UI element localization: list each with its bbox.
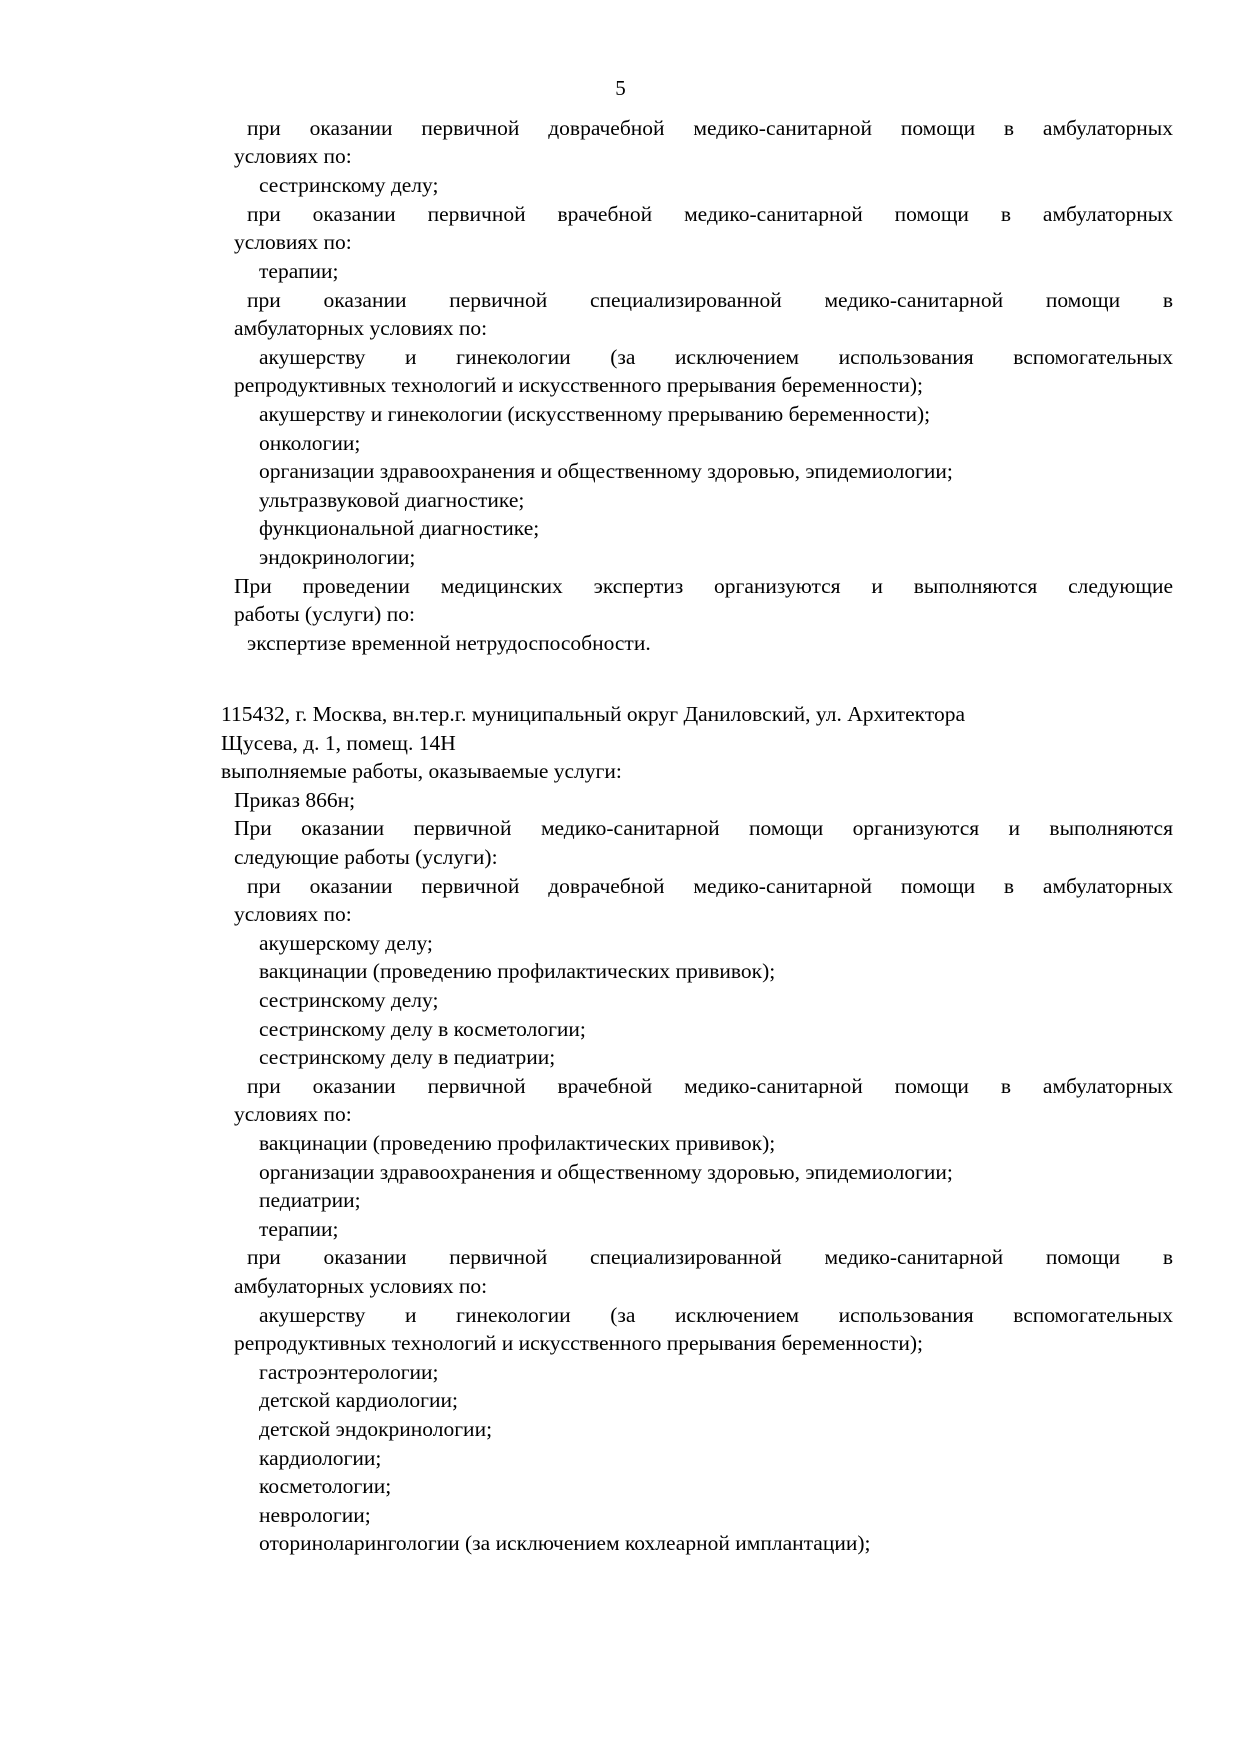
s2-item-child-cardiology: детской кардиологии; — [259, 1388, 458, 1412]
s1-paragraph-prehospital-line1: при оказании первичной доврачебной медико-санитарной помощи в амбулаторных — [247, 116, 1173, 140]
s2-item-child-endocrinology: детской эндокринологии; — [259, 1417, 493, 1441]
s1-item-nursing: сестринскому делу; — [259, 173, 439, 197]
s2-item-gastroenterology: гастроэнтерологии; — [259, 1360, 439, 1384]
s1-item-obgyn-abortion: акушерству и гинекологии (искусственному прерыванию беременности); — [259, 402, 931, 426]
s1-item-oncology: онкологии; — [259, 431, 361, 455]
s1-item-therapy: терапии; — [259, 259, 339, 283]
s1-item-obgyn-line1: акушерству и гинекологии (за исключением использования вспомогательных — [259, 345, 1173, 369]
s1-paragraph-specialized-line2: амбулаторных условиях по: — [234, 316, 488, 340]
s2-address-line2: Щусева, д. 1, помещ. 14Н — [221, 731, 456, 755]
s2-item-therapy: терапии; — [259, 1217, 339, 1241]
s1-paragraph-prehospital-line2: условиях по: — [234, 144, 352, 168]
s2-paragraph-specialized-line2: амбулаторных условиях по: — [234, 1274, 488, 1298]
s1-item-endocrinology: эндокринологии; — [259, 545, 416, 569]
s2-item-neurology: неврологии; — [259, 1503, 371, 1527]
s2-item-nursing-pediatrics: сестринскому делу в педиатрии; — [259, 1045, 556, 1069]
s2-paragraph-physician-line2: условиях по: — [234, 1102, 352, 1126]
s2-item-ent: оториноларингологии (за исключением кохлеарной имплантации); — [259, 1531, 871, 1555]
s2-item-cardiology: кардиологии; — [259, 1446, 382, 1470]
s2-item-midwifery: акушерскому делу; — [259, 931, 433, 955]
s1-paragraph-expertise-line1: При проведении медицинских экспертиз организуются и выполняются следующие — [234, 574, 1173, 598]
s2-item-cosmetology: косметологии; — [259, 1474, 392, 1498]
s2-intro-line1: При оказании первичной медико-санитарной помощи организуются и выполняются — [234, 816, 1173, 840]
s1-item-ultrasound: ультразвуковой диагностике; — [259, 488, 525, 512]
s1-item-expertise: экспертизе временной нетрудоспособности. — [247, 631, 651, 655]
s2-paragraph-physician-line1: при оказании первичной врачебной медико-санитарной помощи в амбулаторных — [247, 1074, 1173, 1098]
s2-item-obgyn-line2: репродуктивных технологий и искусственного прерывания беременности); — [234, 1331, 923, 1355]
s2-intro-line2: следующие работы (услуги): — [234, 845, 498, 869]
s2-address-line1: 115432, г. Москва, вн.тер.г. муниципальный округ Даниловский, ул. Архитектора — [221, 702, 965, 726]
s2-item-org-health: организации здравоохранения и общественному здоровью, эпидемиологии; — [259, 1160, 953, 1184]
s2-item-nursing-cosmetology: сестринскому делу в косметологии; — [259, 1017, 586, 1041]
s2-paragraph-prehospital-line1: при оказании первичной доврачебной медико-санитарной помощи в амбулаторных — [247, 874, 1173, 898]
s1-paragraph-expertise-line2: работы (услуги) по: — [234, 602, 415, 626]
s1-item-functional: функциональной диагностике; — [259, 516, 540, 540]
s2-works-label: выполняемые работы, оказываемые услуги: — [221, 759, 622, 783]
s2-item-vaccination: вакцинации (проведению профилактических прививок); — [259, 959, 776, 983]
s1-paragraph-physician-line1: при оказании первичной врачебной медико-санитарной помощи в амбулаторных — [247, 202, 1173, 226]
s2-order: Приказ 866н; — [234, 788, 356, 812]
s1-paragraph-physician-line2: условиях по: — [234, 230, 352, 254]
s2-item-pediatrics: педиатрии; — [259, 1188, 361, 1212]
s1-item-obgyn-line2: репродуктивных технологий и искусственного прерывания беременности); — [234, 373, 923, 397]
s1-item-org-health: организации здравоохранения и общественному здоровью, эпидемиологии; — [259, 459, 953, 483]
page-number: 5 — [615, 76, 626, 100]
s2-paragraph-specialized-line1: при оказании первичной специализированной медико-санитарной помощи в — [247, 1245, 1173, 1269]
s2-item-vaccination-2: вакцинации (проведению профилактических прививок); — [259, 1131, 776, 1155]
s2-item-obgyn-line1: акушерству и гинекологии (за исключением использования вспомогательных — [259, 1303, 1173, 1327]
s1-paragraph-specialized-line1: при оказании первичной специализированной медико-санитарной помощи в — [247, 288, 1173, 312]
s2-paragraph-prehospital-line2: условиях по: — [234, 902, 352, 926]
s2-item-nursing: сестринскому делу; — [259, 988, 439, 1012]
